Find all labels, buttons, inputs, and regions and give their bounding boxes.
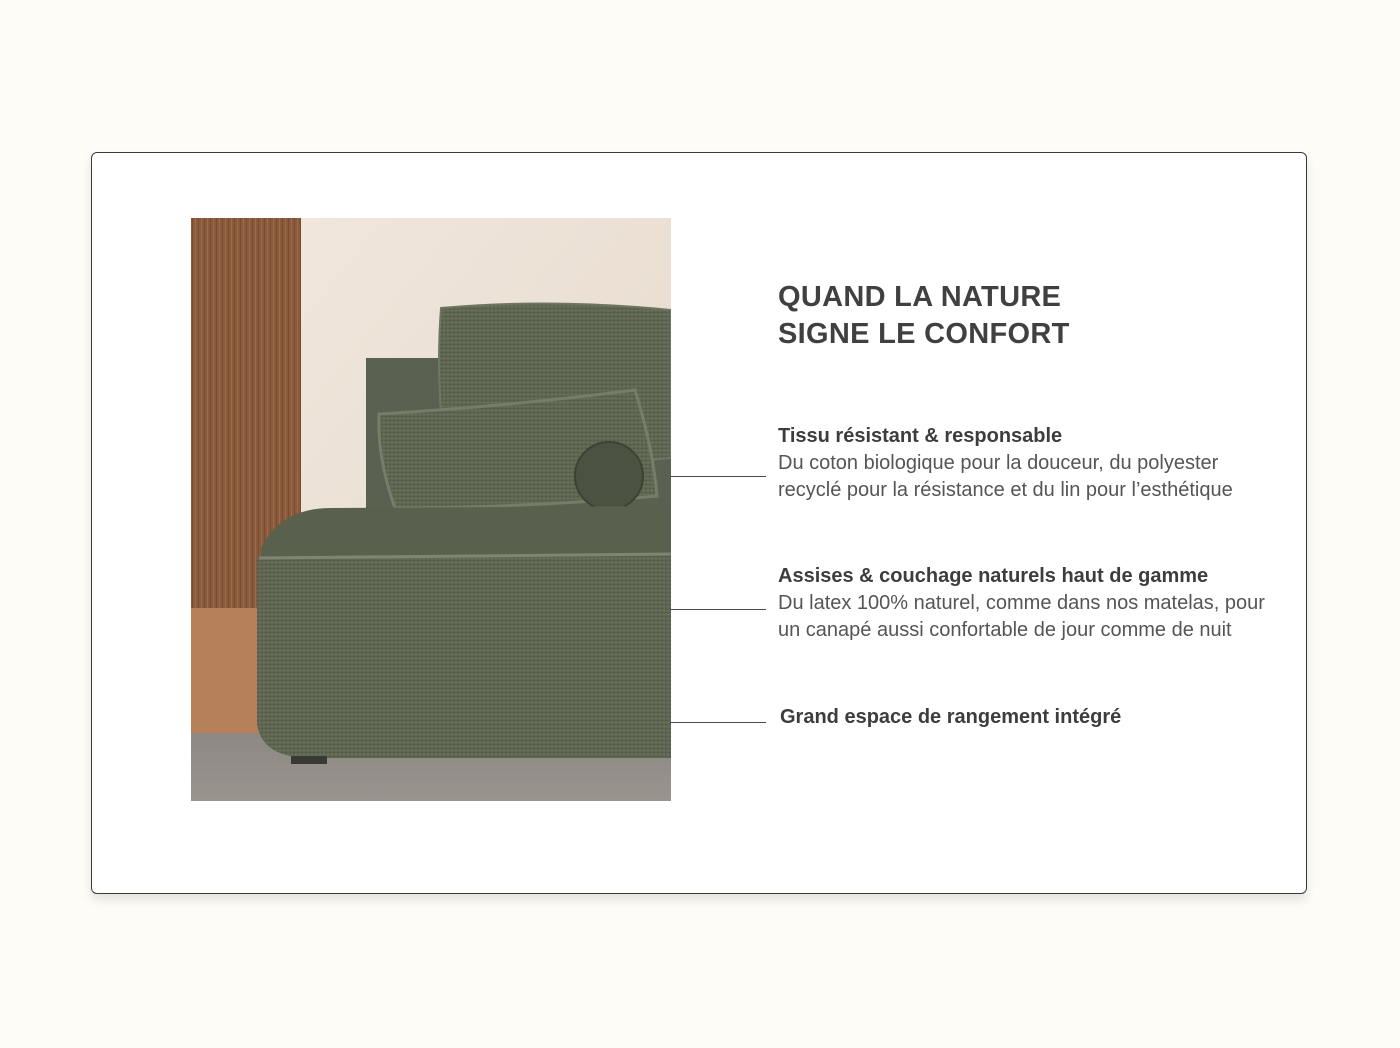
feature-title: Tissu résistant & responsable bbox=[778, 425, 1063, 447]
feature-storage bbox=[780, 704, 1280, 731]
feature-fabric bbox=[778, 423, 1278, 504]
feature-title: Grand espace de rangement intégré bbox=[780, 706, 1122, 728]
leader-line-seat bbox=[670, 609, 766, 610]
feature-description: Du coton biologique pour la douceur, du polyester recyclé pour la résistance et du lin pour l’esthétique bbox=[778, 452, 1233, 501]
leader-line-fabric bbox=[670, 476, 766, 477]
section-title: QUAND LA NATURE SIGNE LE CONFORT bbox=[778, 281, 1070, 350]
feature-card bbox=[91, 152, 1307, 894]
feature-description: Du latex 100% naturel, comme dans nos matelas, pour un canapé aussi confortable de jour comme de nuit bbox=[778, 592, 1265, 641]
feature-seat bbox=[778, 563, 1278, 644]
sofa-photo bbox=[191, 218, 671, 801]
leader-line-storage bbox=[670, 722, 766, 723]
feature-title: Assises & couchage naturels haut de gamme bbox=[778, 565, 1209, 587]
